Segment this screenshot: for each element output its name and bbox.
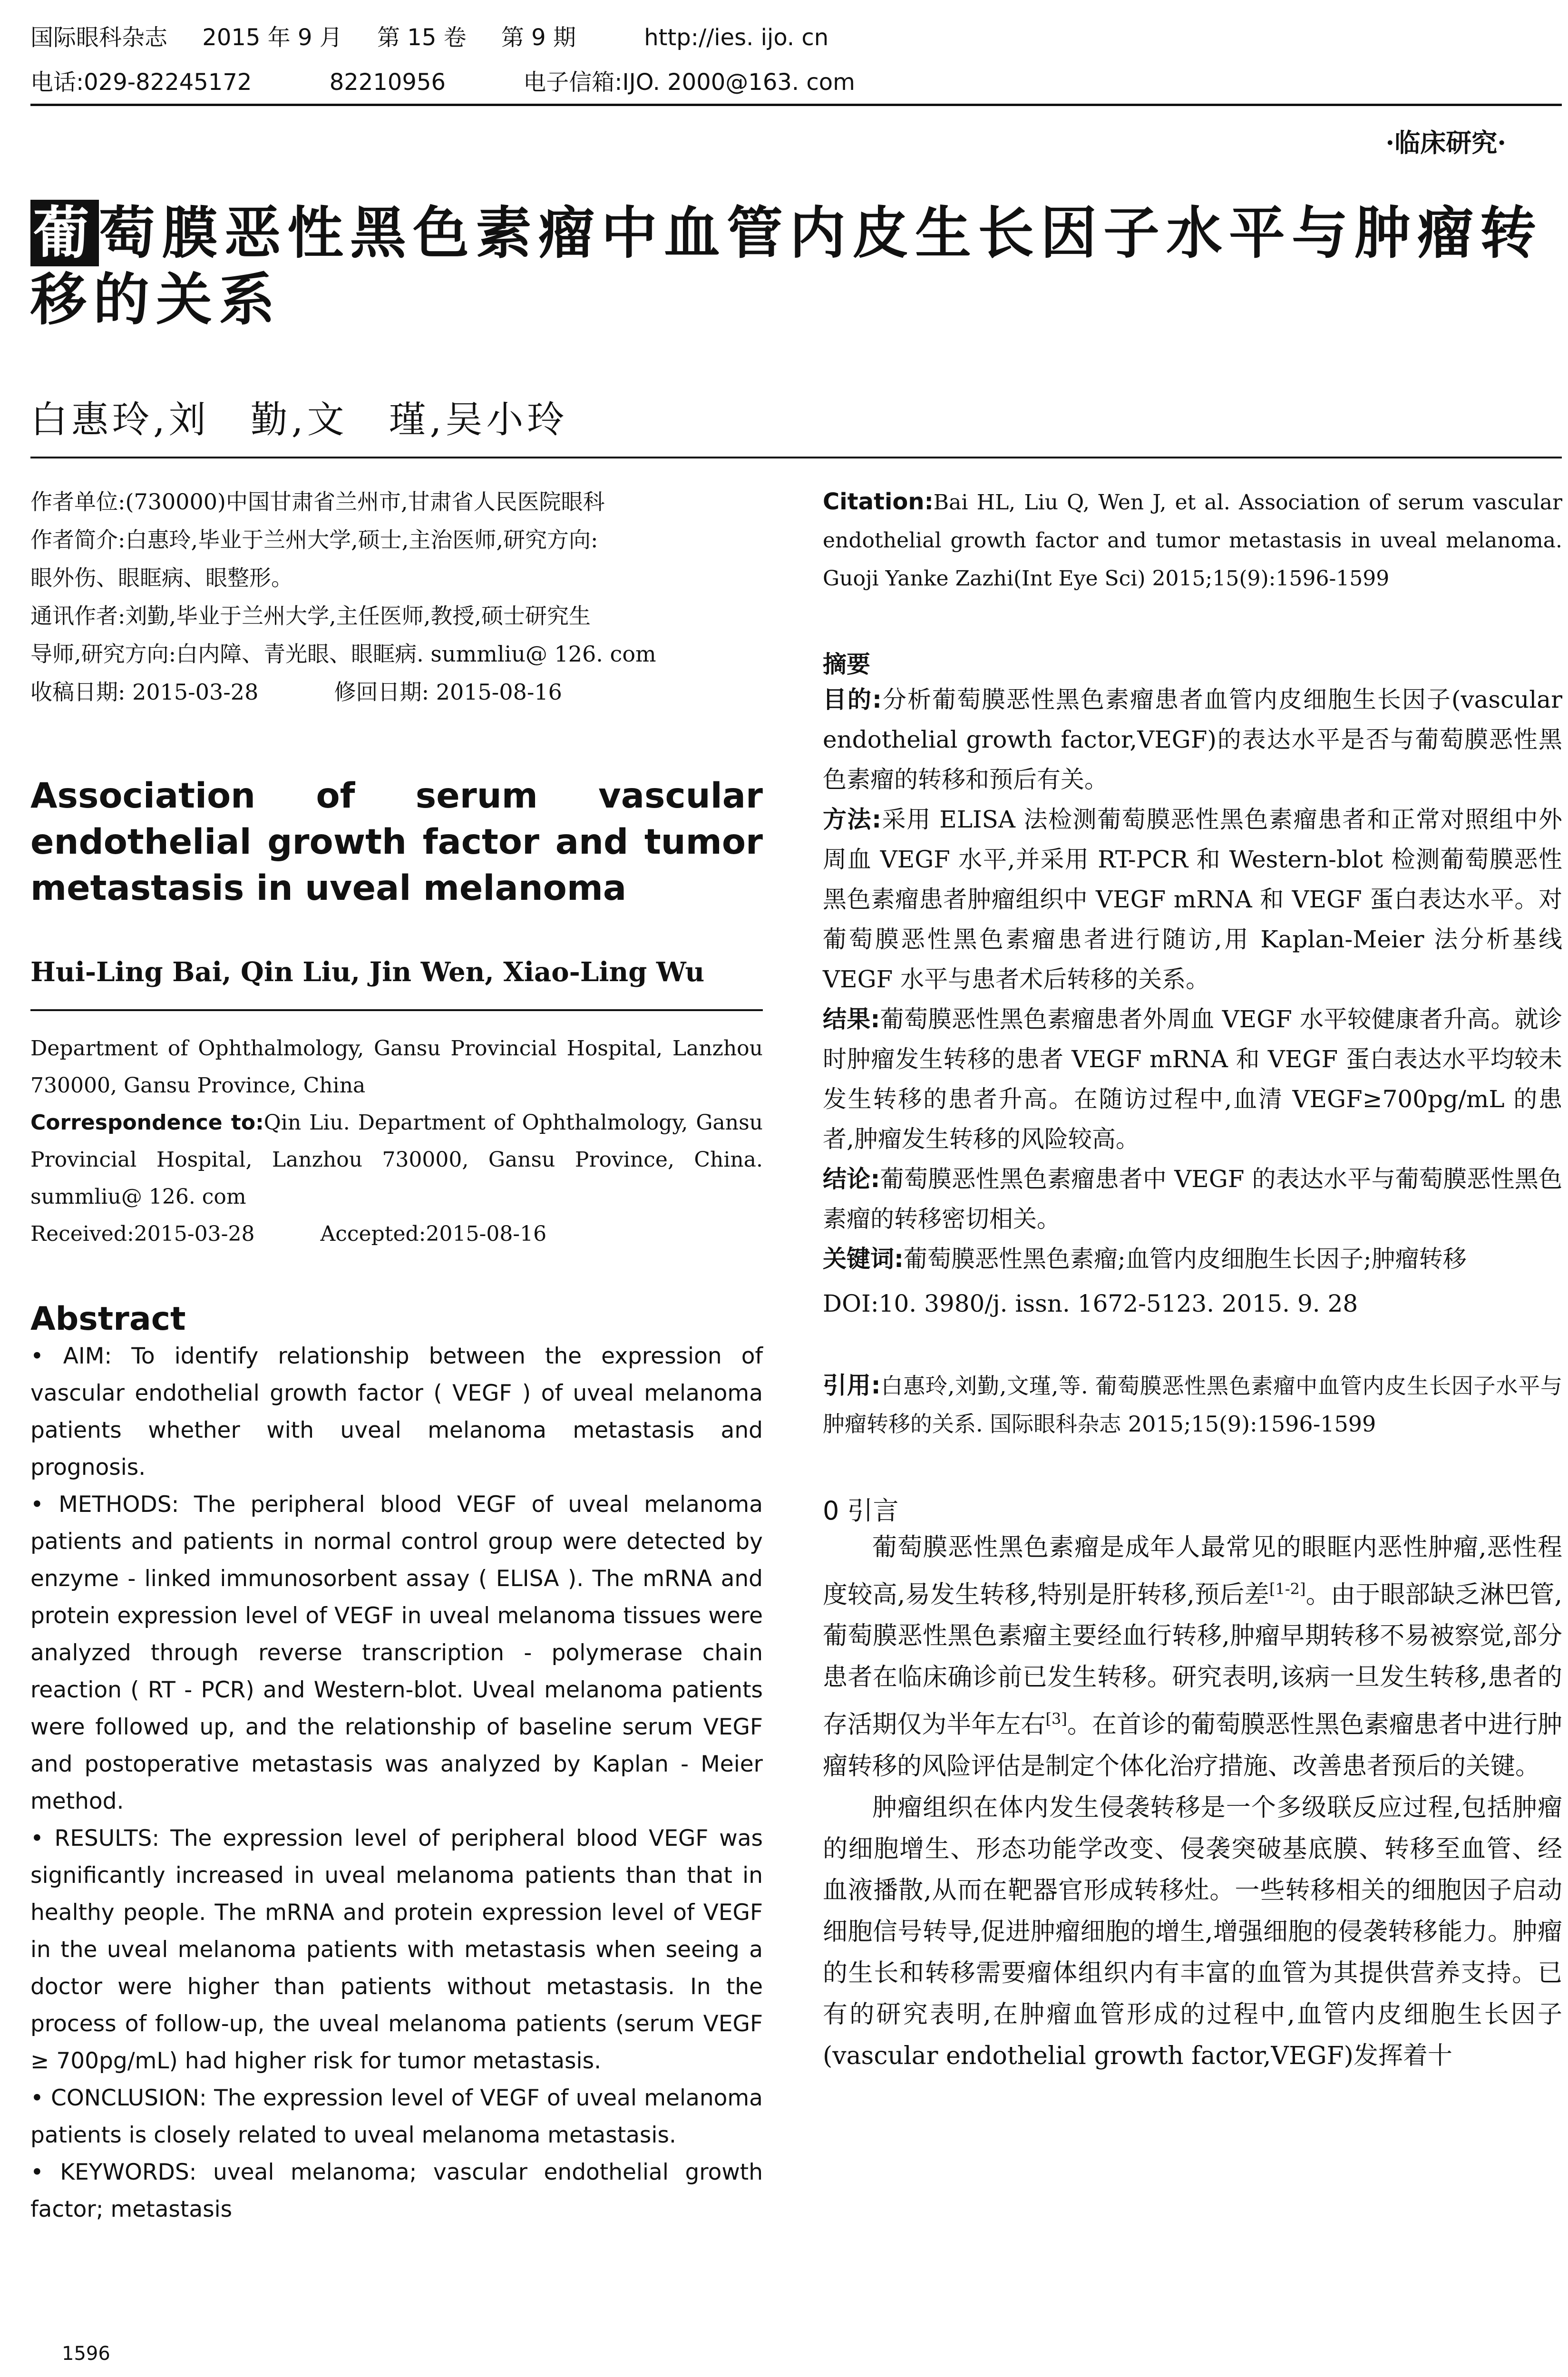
correspondence-label: Correspondence to: <box>30 1111 264 1135</box>
abstract-keywords: • KEYWORDS: uveal melanoma; vascular endothelial growth factor; metastasis <box>30 2159 763 2222</box>
corr-author-1: 通讯作者:刘勤,毕业于兰州大学,主任医师,教授,硕士研究生 <box>30 603 591 629</box>
ref-3[interactable]: [3] <box>1045 1710 1067 1728</box>
ref-1-2[interactable]: [1-2] <box>1269 1580 1306 1598</box>
issue-date: 2015 年 9 月 <box>202 24 342 51</box>
abstract-heading: Abstract <box>30 1300 186 1338</box>
header-rule <box>30 104 1562 106</box>
citation-label: Citation: <box>823 488 934 515</box>
cn-citation <box>823 1366 1562 1443</box>
volume: 第 15 卷 <box>377 24 467 51</box>
journal-header-line2 <box>30 64 883 97</box>
english-affiliation <box>30 1030 763 1253</box>
abstract-body <box>30 1338 763 2228</box>
cn-abstract-heading: 摘要 <box>823 651 870 678</box>
received-en: Received:2015-03-28 <box>30 1222 255 1246</box>
cn-aim-label: 目的: <box>823 686 882 713</box>
abstract-aim: • AIM: To identify relationship between the expression of vascular endothelial growth factor ( VEGF ) of uveal melanoma patients whether with uveal melanoma metastasis and prognosis. <box>30 1343 763 1481</box>
title-line1: 萄膜恶性黑色素瘤中血管内皮生长因子水平与肿瘤转 <box>99 200 1543 266</box>
corr-author-2: 导师,研究方向:白内障、青光眼、眼眶病. summliu@ 126. com <box>30 641 656 667</box>
intro-paragraph-2: 肿瘤组织在体内发生侵袭转移是一个多级联反应过程,包括肿瘤的细胞增生、形态功能学改变、侵袭突破基底膜、转移至血管、经血液播散,从而在靶器官形成转移灶。一些转移相关的细胞因子启动细胞信号转导,促进肿瘤细胞的增生,增强细胞的侵袭转移能力。肿瘤的生长和转移需要瘤体组织内有丰富的血管为其提供营养支持。已有的研究表明,在肿瘤血管形成的过程中,血管内皮细胞生长因子(vascular endothelial growth factor,VEGF)发挥着十 <box>823 1793 1562 2070</box>
dates-en <box>30 1216 763 1253</box>
cn-results-label: 结果: <box>823 1005 880 1033</box>
section-tag: ·临床研究· <box>1385 127 1506 158</box>
cn-citation-text: 白惠玲,刘勤,文瑾,等. 葡萄膜恶性黑色素瘤中血管内皮生长因子水平与肿瘤转移的关系. 国际眼科杂志 2015;15(9):1596-1599 <box>823 1373 1562 1437</box>
cn-methods-text: 采用 ELISA 法检测葡萄膜恶性黑色素瘤患者和正常对照组中外周血 VEGF 水平,并采用 RT-PCR 和 Western-blot 检测葡萄膜恶性黑色素瘤患者肿瘤组织中 VEGF mRNA 和 VEGF 蛋白表达水平。对葡萄膜恶性黑色素瘤患者进行随访,用 Kaplan-Meier 法分析基线 VEGF 水平与患者术后转移的关系。 <box>823 806 1563 993</box>
cn-keywords <box>823 1239 1562 1279</box>
phone: 电话:029-82245172 <box>30 69 252 96</box>
intro-paragraph-1: 葡萄膜恶性黑色素瘤是成年人最常见的眼眶内恶性肿瘤,恶性程度较高,易发生转移,特别是肝转移,预后差[1-2]。由于眼部缺乏淋巴管,葡萄膜恶性黑色素瘤主要经血行转移,肿瘤早期转移不易被察觉,部分患者在临床确诊前已发生转移。研究表明,该病一旦发生转移,患者的存活期仅为半年左右[3]。在首诊的葡萄膜恶性黑色素瘤患者中进行肿瘤转移的风险评估是制定个体化治疗措施、改善患者预后的关键。 <box>823 1533 1563 1781</box>
cn-abstract-body <box>823 680 1562 1324</box>
cn-conclusion-label: 结论: <box>823 1165 880 1193</box>
issue: 第 9 期 <box>501 24 576 51</box>
cn-results-text: 葡萄膜恶性黑色素瘤患者外周血 VEGF 水平较健康者升高。就诊时肿瘤发生转移的患者 VEGF mRNA 和 VEGF 蛋白表达水平均较未发生转移的患者升高。在随访过程中,血清 VEGF≥700pg/mL 的患者,肿瘤发生转移的风险较高。 <box>823 1005 1563 1153</box>
cn-meta <box>30 483 763 711</box>
revised-cn: 修回日期: 2015-08-16 <box>334 679 562 705</box>
received-cn: 收稿日期: 2015-03-28 <box>30 679 259 705</box>
cn-methods-label: 方法: <box>823 806 882 833</box>
left-column <box>30 483 763 2228</box>
cn-citation-label: 引用: <box>823 1372 881 1399</box>
cn-results <box>823 999 1562 1159</box>
cn-aim <box>823 680 1562 799</box>
intro-body <box>823 1527 1562 2077</box>
cn-aim-text: 分析葡萄膜恶性黑色素瘤患者血管内皮细胞生长因子(vascular endothelial growth factor,VEGF)的表达水平是否与葡萄膜恶性黑色素瘤的转移和预后有关。 <box>823 686 1562 793</box>
journal-url[interactable]: http://ies. ijo. cn <box>644 24 829 51</box>
cn-keywords-label: 关键词: <box>823 1245 904 1273</box>
abstract-results: • RESULTS: The expression level of peripheral blood VEGF was significantly increased in uveal melanoma patients than that in healthy people. The mRNA and protein expression level of VEGF in the uveal melanoma patients with metastasis when seeing a doctor were higher than patients without metastasis. In the process of follow-up, the uveal melanoma patients (serum VEGF ≥ 700pg/mL) had higher risk for tumor metastasis. <box>30 1825 763 2074</box>
cn-conclusion-text: 葡萄膜恶性黑色素瘤患者中 VEGF 的表达水平与葡萄膜恶性黑色素瘤的转移密切相关。 <box>823 1165 1563 1233</box>
english-title: Association of serum vascular endothelial growth factor and tumor metastasis in uveal melanoma <box>30 776 763 908</box>
article-title <box>30 200 1562 333</box>
title-dropcap: 葡 <box>30 200 99 266</box>
accepted-en: Accepted:2015-08-16 <box>320 1222 547 1246</box>
correspondence <box>30 1104 763 1216</box>
right-column <box>823 483 1562 2077</box>
cn-conclusion <box>823 1159 1562 1239</box>
english-authors: Hui-Ling Bai, Qin Liu, Jin Wen, Xiao-Ling Wu <box>30 956 763 1011</box>
author-unit: 作者单位:(730000)中国甘肃省兰州市,甘肃省人民医院眼科 <box>30 489 605 515</box>
doi[interactable]: DOI:10. 3980/j. issn. 1672-5123. 2015. 9. 28 <box>823 1290 1358 1317</box>
correspondence-text: Qin Liu. Department of Ophthalmology, Gansu Provincial Hospital, Lanzhou 730000, Gansu Province, China. summliu@ 126. com <box>30 1111 763 1209</box>
abstract-methods: • METHODS: The peripheral blood VEGF of uveal melanoma patients and patients in normal control group were detected by enzyme - linked immunosorbent assay ( ELISA ). The mRNA and protein expression level of VEGF in uveal melanoma tissues were analyzed through reverse transcription - polymerase chain reaction ( RT - PCR) and Western-blot. Uveal melanoma patients were followed up, and the relationship of baseline serum VEGF and postoperative metastasis was analyzed by Kaplan - Meier method. <box>30 1491 763 1814</box>
phone2: 82210956 <box>329 69 446 96</box>
cn-methods <box>823 799 1562 999</box>
page-number: 1596 <box>62 2343 110 2365</box>
author-intro-2: 眼外伤、眼眶病、眼整形。 <box>30 565 293 591</box>
abstract-conclusion: • CONCLUSION: The expression level of VEGF of uveal melanoma patients is closely related to uveal melanoma metastasis. <box>30 2085 763 2148</box>
department: Department of Ophthalmology, Gansu Provincial Hospital, Lanzhou 730000, Gansu Province, China <box>30 1036 763 1098</box>
email: 电子信箱:IJO. 2000@163. com <box>523 69 855 96</box>
citation-text: Bai HL, Liu Q, Wen J, et al. Association of serum vascular endothelial growth factor and tumor metastasis in uveal melanoma. Guoji Yanke Zazhi(Int Eye Sci) 2015;15(9):1596-1599 <box>823 490 1562 591</box>
authors-cn: 白惠玲,刘 勤,文 瑾,吴小玲 <box>30 399 568 441</box>
cn-keywords-text: 葡萄膜恶性黑色素瘤;血管内皮细胞生长因子;肿瘤转移 <box>904 1245 1467 1273</box>
title-line2: 移的关系 <box>30 267 282 332</box>
citation <box>823 483 1562 598</box>
dates-cn <box>30 673 763 711</box>
intro-heading: 0 引言 <box>823 1496 899 1526</box>
author-intro-1: 作者简介:白惠玲,毕业于兰州大学,硕士,主治医师,研究方向: <box>30 527 598 553</box>
journal-name: 国际眼科杂志 <box>30 24 168 51</box>
title-rule <box>30 457 1562 458</box>
journal-header-line1 <box>30 19 856 52</box>
